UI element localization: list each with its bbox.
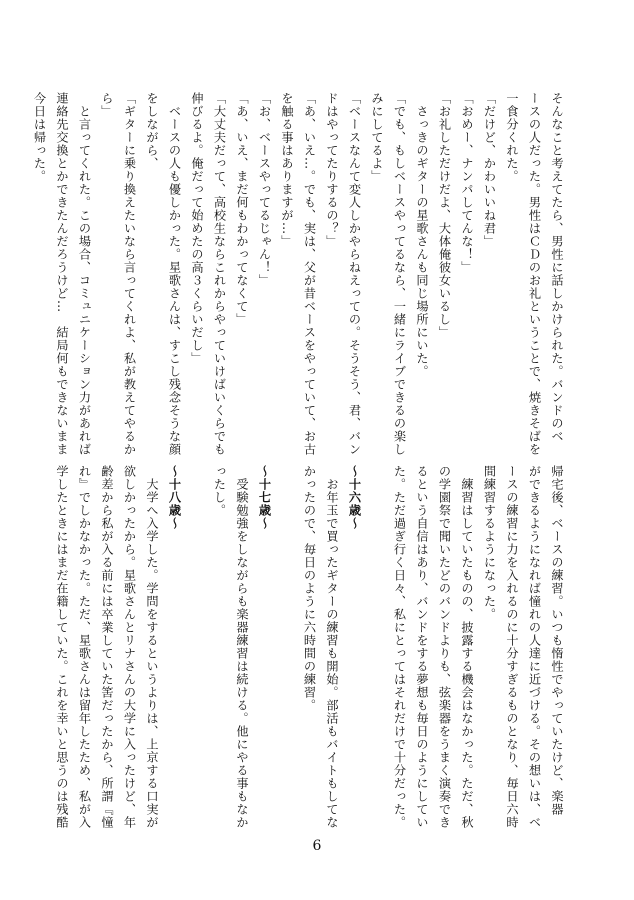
text-line: るという自信はあり、バンドをする夢想も毎日のようにしてい [415, 465, 429, 829]
text-line: 今日は帰った。 [32, 92, 47, 183]
text-line: そんなこと考えてたら、男性に話しかけられた。バンドのベ [550, 92, 564, 443]
section-heading: ～十八歳～ [167, 465, 182, 530]
text-line: 連絡先交換とかできたんだろうけど… 結局何もできないまま [55, 92, 69, 456]
text-line: 間練習するようになった。 [482, 465, 497, 621]
text-line: 練習はしていたものの、披露する機会はなかった。ただ、秋 [460, 465, 474, 829]
text-line: 「あ、いえ、まだ何もわかってなくて」 [235, 92, 249, 326]
text-line: みにしてるよ」 [370, 92, 384, 183]
text-line: 受験勉強をしながらも楽器練習は続ける。他にやる事もなか [235, 465, 249, 829]
text-line: 一食分くれた。 [505, 92, 519, 183]
text-line: 伸びるよ。俺だって始めたの高３くらいだし」 [190, 92, 204, 365]
text-line: 「でも、もしベースやってるなら、一緒にライブできるの楽し [392, 92, 407, 456]
text-line: 齢差から私が入る前には卒業していた筈だったから、所謂『憧 [100, 465, 114, 829]
text-line: ースの練習に力を入れるのに十分すぎるものとなり、毎日六時 [505, 465, 519, 829]
text-line: 帰宅後、ベースの練習。いつも惰性でやっていたけど、楽器 [550, 465, 564, 816]
text-line: 「お、ベースやってるじゃん！」 [257, 92, 272, 287]
text-line: た。ただ過ぎ行く日々、私にとってはそれだけで十分だった。 [392, 465, 407, 829]
text-line: お年玉で買ったギターの練習も開始。部活もバイトもしてな [325, 465, 339, 829]
text-line: かったので、毎日のように六時間の練習。 [302, 465, 317, 712]
top-text-block [28, 92, 568, 456]
text-line: を触る事はありますが…」 [280, 92, 294, 248]
text-line: をしながら、 [145, 92, 159, 170]
blank-line [186, 465, 209, 833]
text-line: ったし。 [212, 465, 227, 517]
blank-line [276, 465, 299, 833]
text-line: 「ベースなんて変人しかやらねえっての。そうそう、君、バン [347, 92, 362, 456]
text-line: 「お礼しただけだよ、大体俺彼女いるし」 [437, 92, 452, 339]
section-heading: ～十七歳～ [257, 465, 272, 530]
text-line: 大学へ入学した。学問をするというよりは、上京する口実が [145, 465, 159, 829]
text-line: ースの人だった。男性はＣＤのお礼ということで、焼きそばを [527, 92, 542, 456]
text-line: 「ギターに乗り換えたいなら言ってくれよ、私が教えてやるか [122, 92, 137, 456]
section-heading: ～十六歳～ [347, 465, 362, 530]
text-line: と言ってくれた。この場合、コミュニケーション力があれば [77, 92, 92, 456]
text-line: 「だけど、かわいいね君」 [482, 92, 497, 248]
text-line: ができるようになれば憧れの人達に近づける。その想いは、ベ [527, 465, 542, 829]
text-line: さっきのギターの星歌さんも同じ場所にいた。 [415, 92, 429, 378]
bottom-text-block [51, 465, 569, 833]
text-line: 「大丈夫だって、高校生ならこれからやっていけばいくらでも [212, 92, 227, 456]
text-line: 学したときにはまだ在籍していた。これを幸いと思うのは残酷 [55, 465, 69, 829]
text-line: ら」 [100, 92, 114, 118]
text-line: 「あ、いえ…。でも、実は、父が昔ベースをやっていて、お古 [302, 92, 317, 456]
text-line: 欲しかったから。星歌さんとリナさんの大学に入ったけど、年 [122, 465, 137, 829]
blank-line [366, 465, 389, 833]
text-line: の学園祭で聞いたどのバンドよりも、弦楽器をうまく演奏でき [437, 465, 452, 829]
page-number: 6 [312, 838, 322, 854]
text-line: 「おめー、ナンパしてんな！」 [460, 92, 474, 274]
text-line: れ』でしかなかった。ただ、星歌さんは留年したため、私が入 [77, 465, 92, 829]
text-line: ベースの人も優しかった。星歌さんは、すこし残念そうな顔 [167, 92, 182, 456]
text-line: ドはやってたりするの？」 [325, 92, 339, 248]
